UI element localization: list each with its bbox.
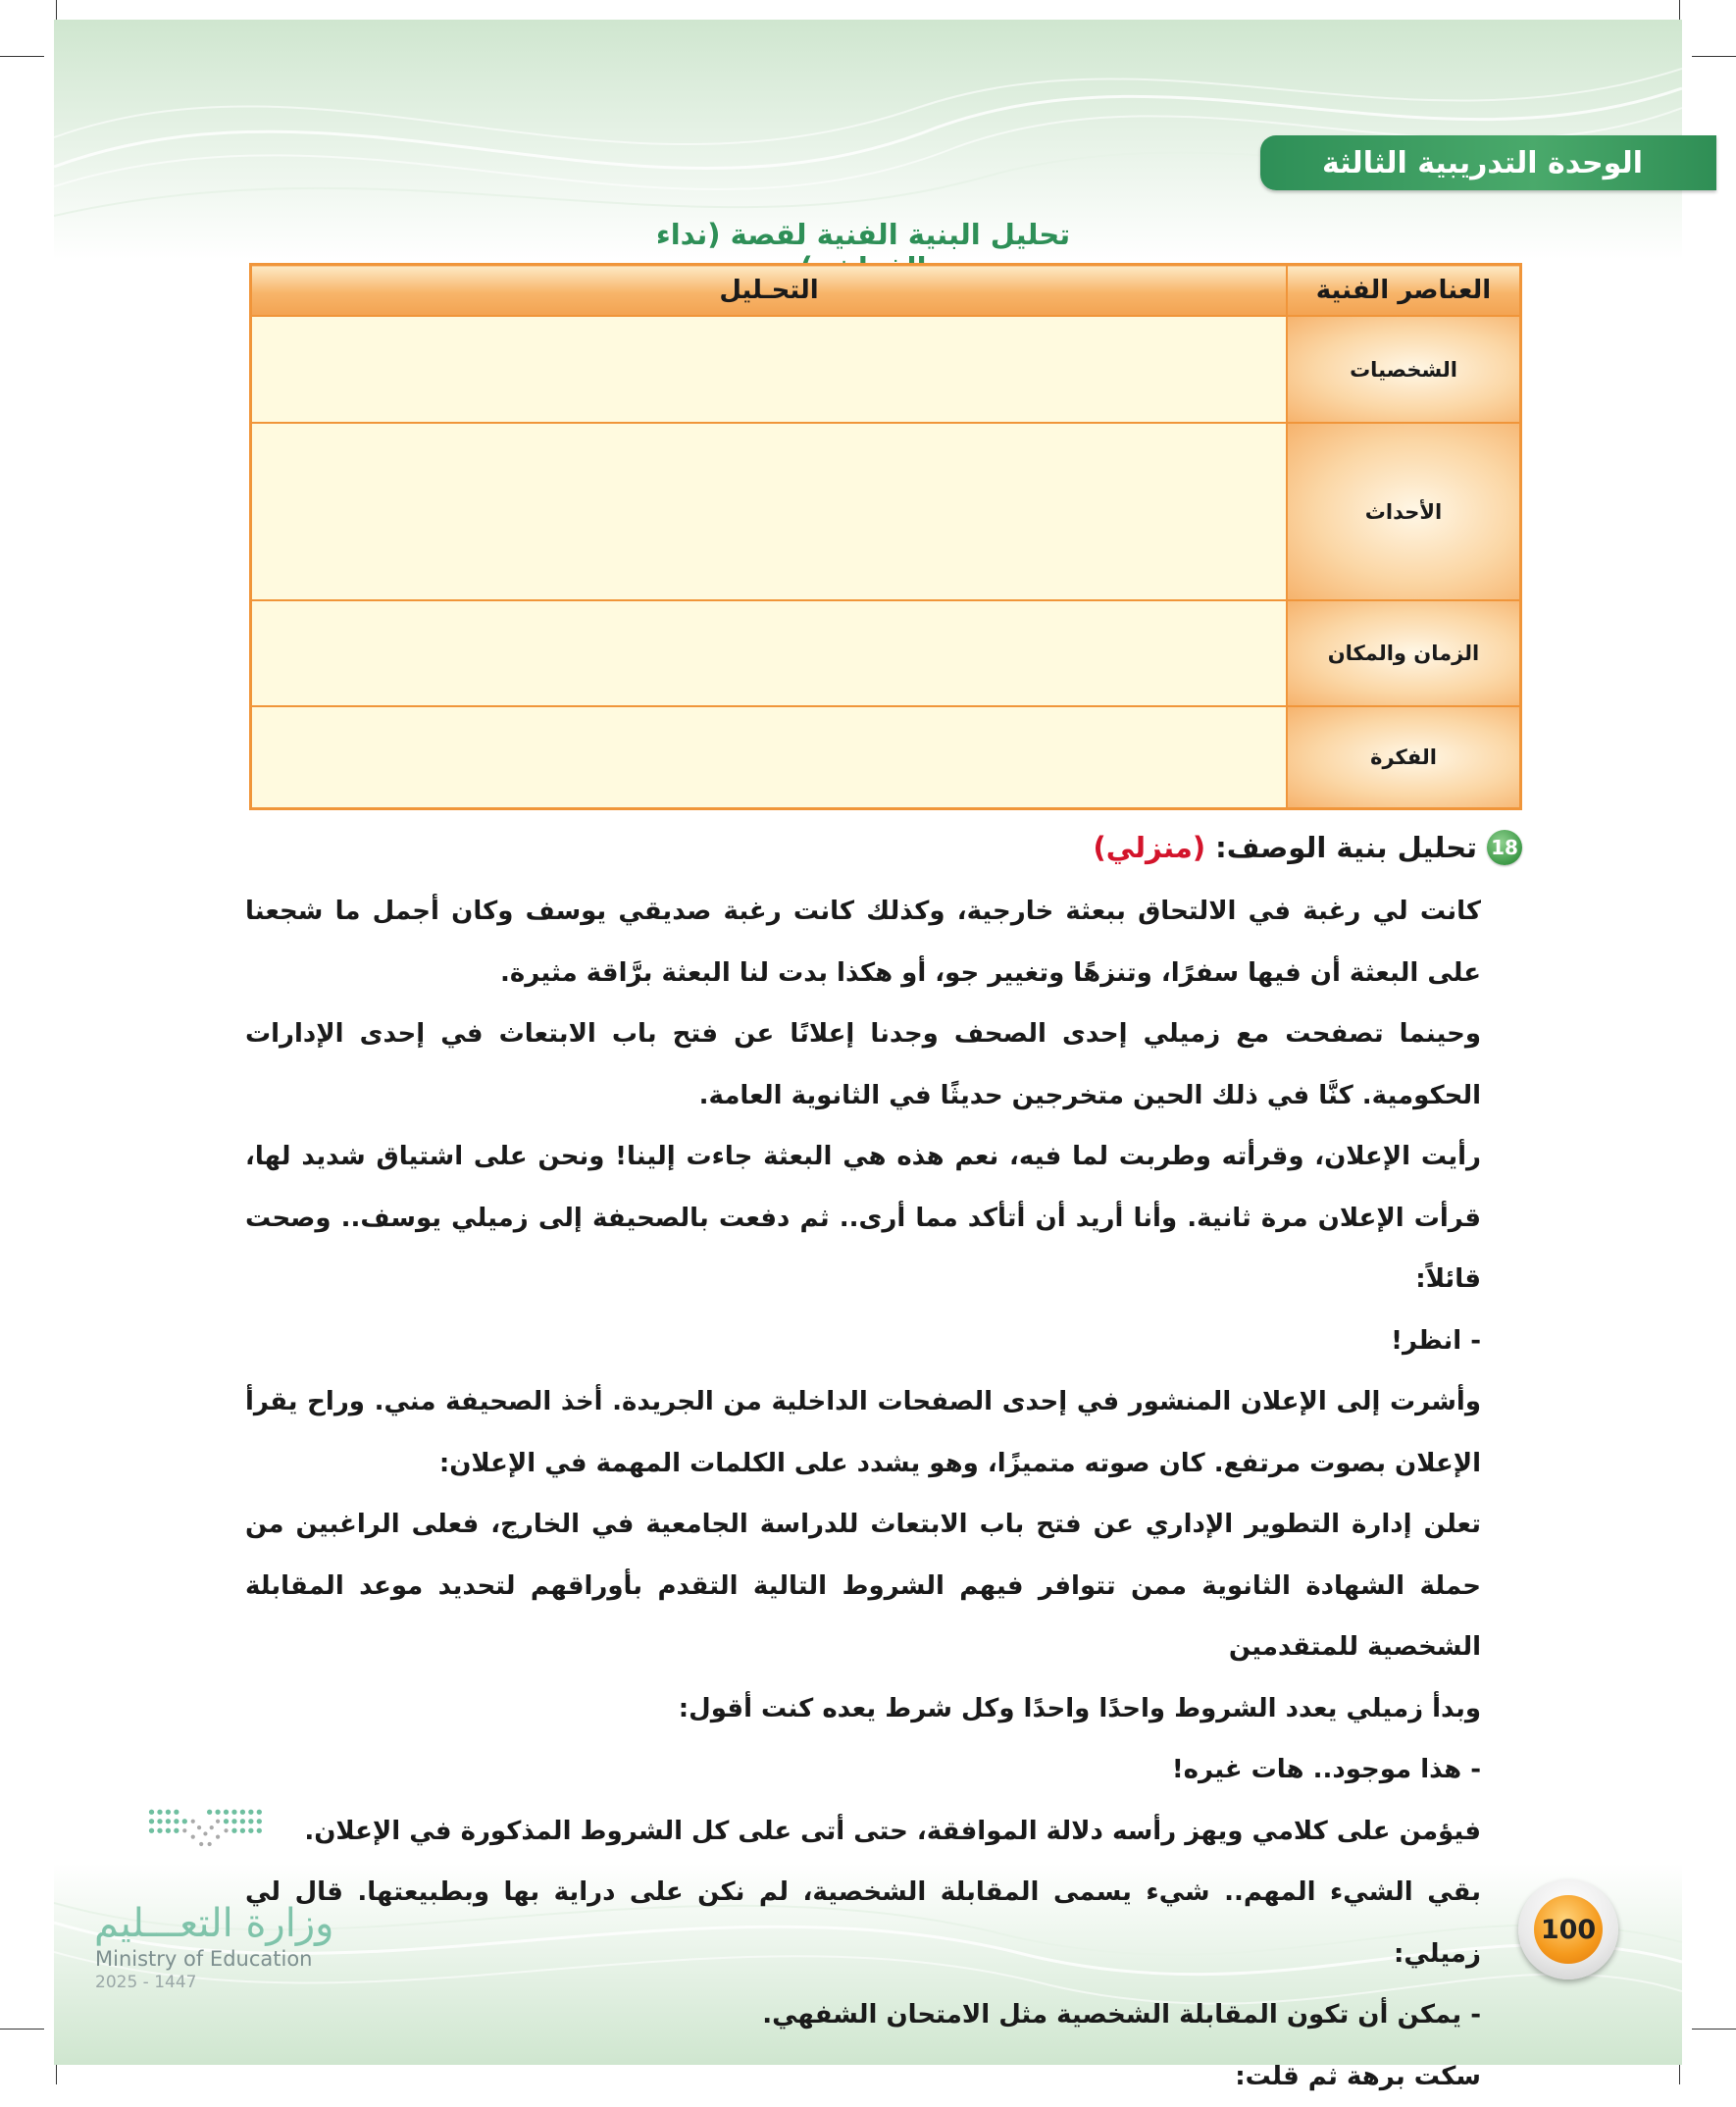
analysis-cell[interactable] <box>251 423 1288 600</box>
table-header-row <box>251 265 1521 317</box>
question-number-badge: 18 <box>1487 830 1522 865</box>
story-paragraph: وبدأ زميلي يعدد الشروط واحدًا واحدًا وكل شرط يعده كنت أقول: <box>245 1678 1524 1740</box>
crop-mark <box>0 2029 44 2030</box>
element-cell: الشخصيات <box>1287 316 1521 423</box>
header-elements: العناصر الفنية <box>1287 265 1521 317</box>
header-analysis: التحـليل <box>251 265 1288 317</box>
table-row <box>251 316 1521 423</box>
analysis-table <box>249 263 1522 810</box>
question-label: تحليل بنية الوصف: <box>1215 831 1477 864</box>
ministry-name-english: Ministry of Education <box>95 1947 312 1971</box>
story-dialogue: - هذا موجود.. هات غيره! <box>245 1739 1524 1801</box>
question-heading <box>1094 830 1522 865</box>
table-row <box>251 600 1521 706</box>
element-cell: الأحداث <box>1287 423 1521 600</box>
story-dialogue: - انظر! <box>245 1310 1524 1372</box>
story-paragraph: رأيت الإعلان، وقرأته وطربت لما فيه، نعم هذه هي البعثة جاءت إلينا! ونحن على اشتياق شديد لها، قرأت الإعلان مرة ثانية. وأنا أريد أن أتأكد مما أرى.. ثم دفعت بالصحيفة إلى زميلي يوسف.. وصحت قائلاً: <box>245 1126 1524 1310</box>
ministry-logo-icon <box>94 1807 320 1900</box>
element-cell: الزمان والمكان <box>1287 600 1521 706</box>
question-tag: (منزلي) <box>1094 831 1206 864</box>
analysis-cell[interactable] <box>251 706 1288 808</box>
ministry-year: 2025 - 1447 <box>95 1973 196 1992</box>
unit-banner <box>1260 135 1716 190</box>
element-cell: الفكرة <box>1287 706 1521 808</box>
crop-mark <box>1692 56 1736 57</box>
unit-banner-text: الوحدة التدريبية الثالثة <box>1322 146 1643 180</box>
ministry-name-arabic: وزارة التعـــليم <box>94 1901 334 1946</box>
story-dialogue: - يمكن أن تكون المقابلة الشخصية مثل الامتحان الشفهي. <box>245 1984 1524 2046</box>
story-paragraph: تعلن إدارة التطوير الإداري عن فتح باب الابتعاث للدراسة الجامعية في الخارج، فعلى الراغبين من حملة الشهادة الثانوية ممن تتوافر فيهم الشروط التالية التقدم بأوراقهم لتحديد موعد المقابلة الشخصية للمتقدمين <box>245 1494 1524 1678</box>
story-paragraph: فيؤمن على كلامي ويهز رأسه دلالة الموافقة، حتى أتى على كل الشروط المذكورة في الإعلان. <box>245 1801 1524 1863</box>
story-paragraph: كانت لي رغبة في الالتحاق ببعثة خارجية، وكذلك كانت رغبة صديقي يوسف وكان أجمل ما شجعنا على البعثة أن فيها سفرًا، وتنزهًا وتغيير جو، أو هكذا بدت لنا البعثة برَّاقة مثيرة. <box>245 881 1524 1003</box>
crop-mark <box>1692 2029 1736 2030</box>
table-row <box>251 423 1521 600</box>
story-paragraph: وحينما تصفحت مع زميلي إحدى الصحف وجدنا إعلانًا عن فتح باب الابتعاث في إحدى الإدارات الحكومية. كنَّا في ذلك الحين متخرجين حديثًا في الثانوية العامة. <box>245 1003 1524 1126</box>
analysis-cell[interactable] <box>251 316 1288 423</box>
page-number: 100 <box>1534 1895 1603 1964</box>
story-paragraph: بقي الشيء المهم.. شيء يسمى المقابلة الشخصية، لم نكن على دراية بها وبطبيعتها. قال لي زميلي: <box>245 1862 1524 1984</box>
story-paragraph: وأشرت إلى الإعلان المنشور في إحدى الصفحات الداخلية من الجريدة. أخذ الصحيفة مني. وراح يقرأ الإعلان بصوت مرتفع. كان صوته متميزًا، وهو يشدد على الكلمات المهمة في الإعلان: <box>245 1371 1524 1494</box>
table-title: تحليل البنية الفنية لقصة (نداء <box>588 218 1138 284</box>
table-row <box>251 706 1521 808</box>
analysis-cell[interactable] <box>251 600 1288 706</box>
story-paragraph: سكت برهة ثم قلت: <box>245 2046 1524 2107</box>
crop-mark <box>0 56 44 57</box>
story-text <box>245 881 1524 2107</box>
page-number-badge <box>1518 1879 1618 1979</box>
